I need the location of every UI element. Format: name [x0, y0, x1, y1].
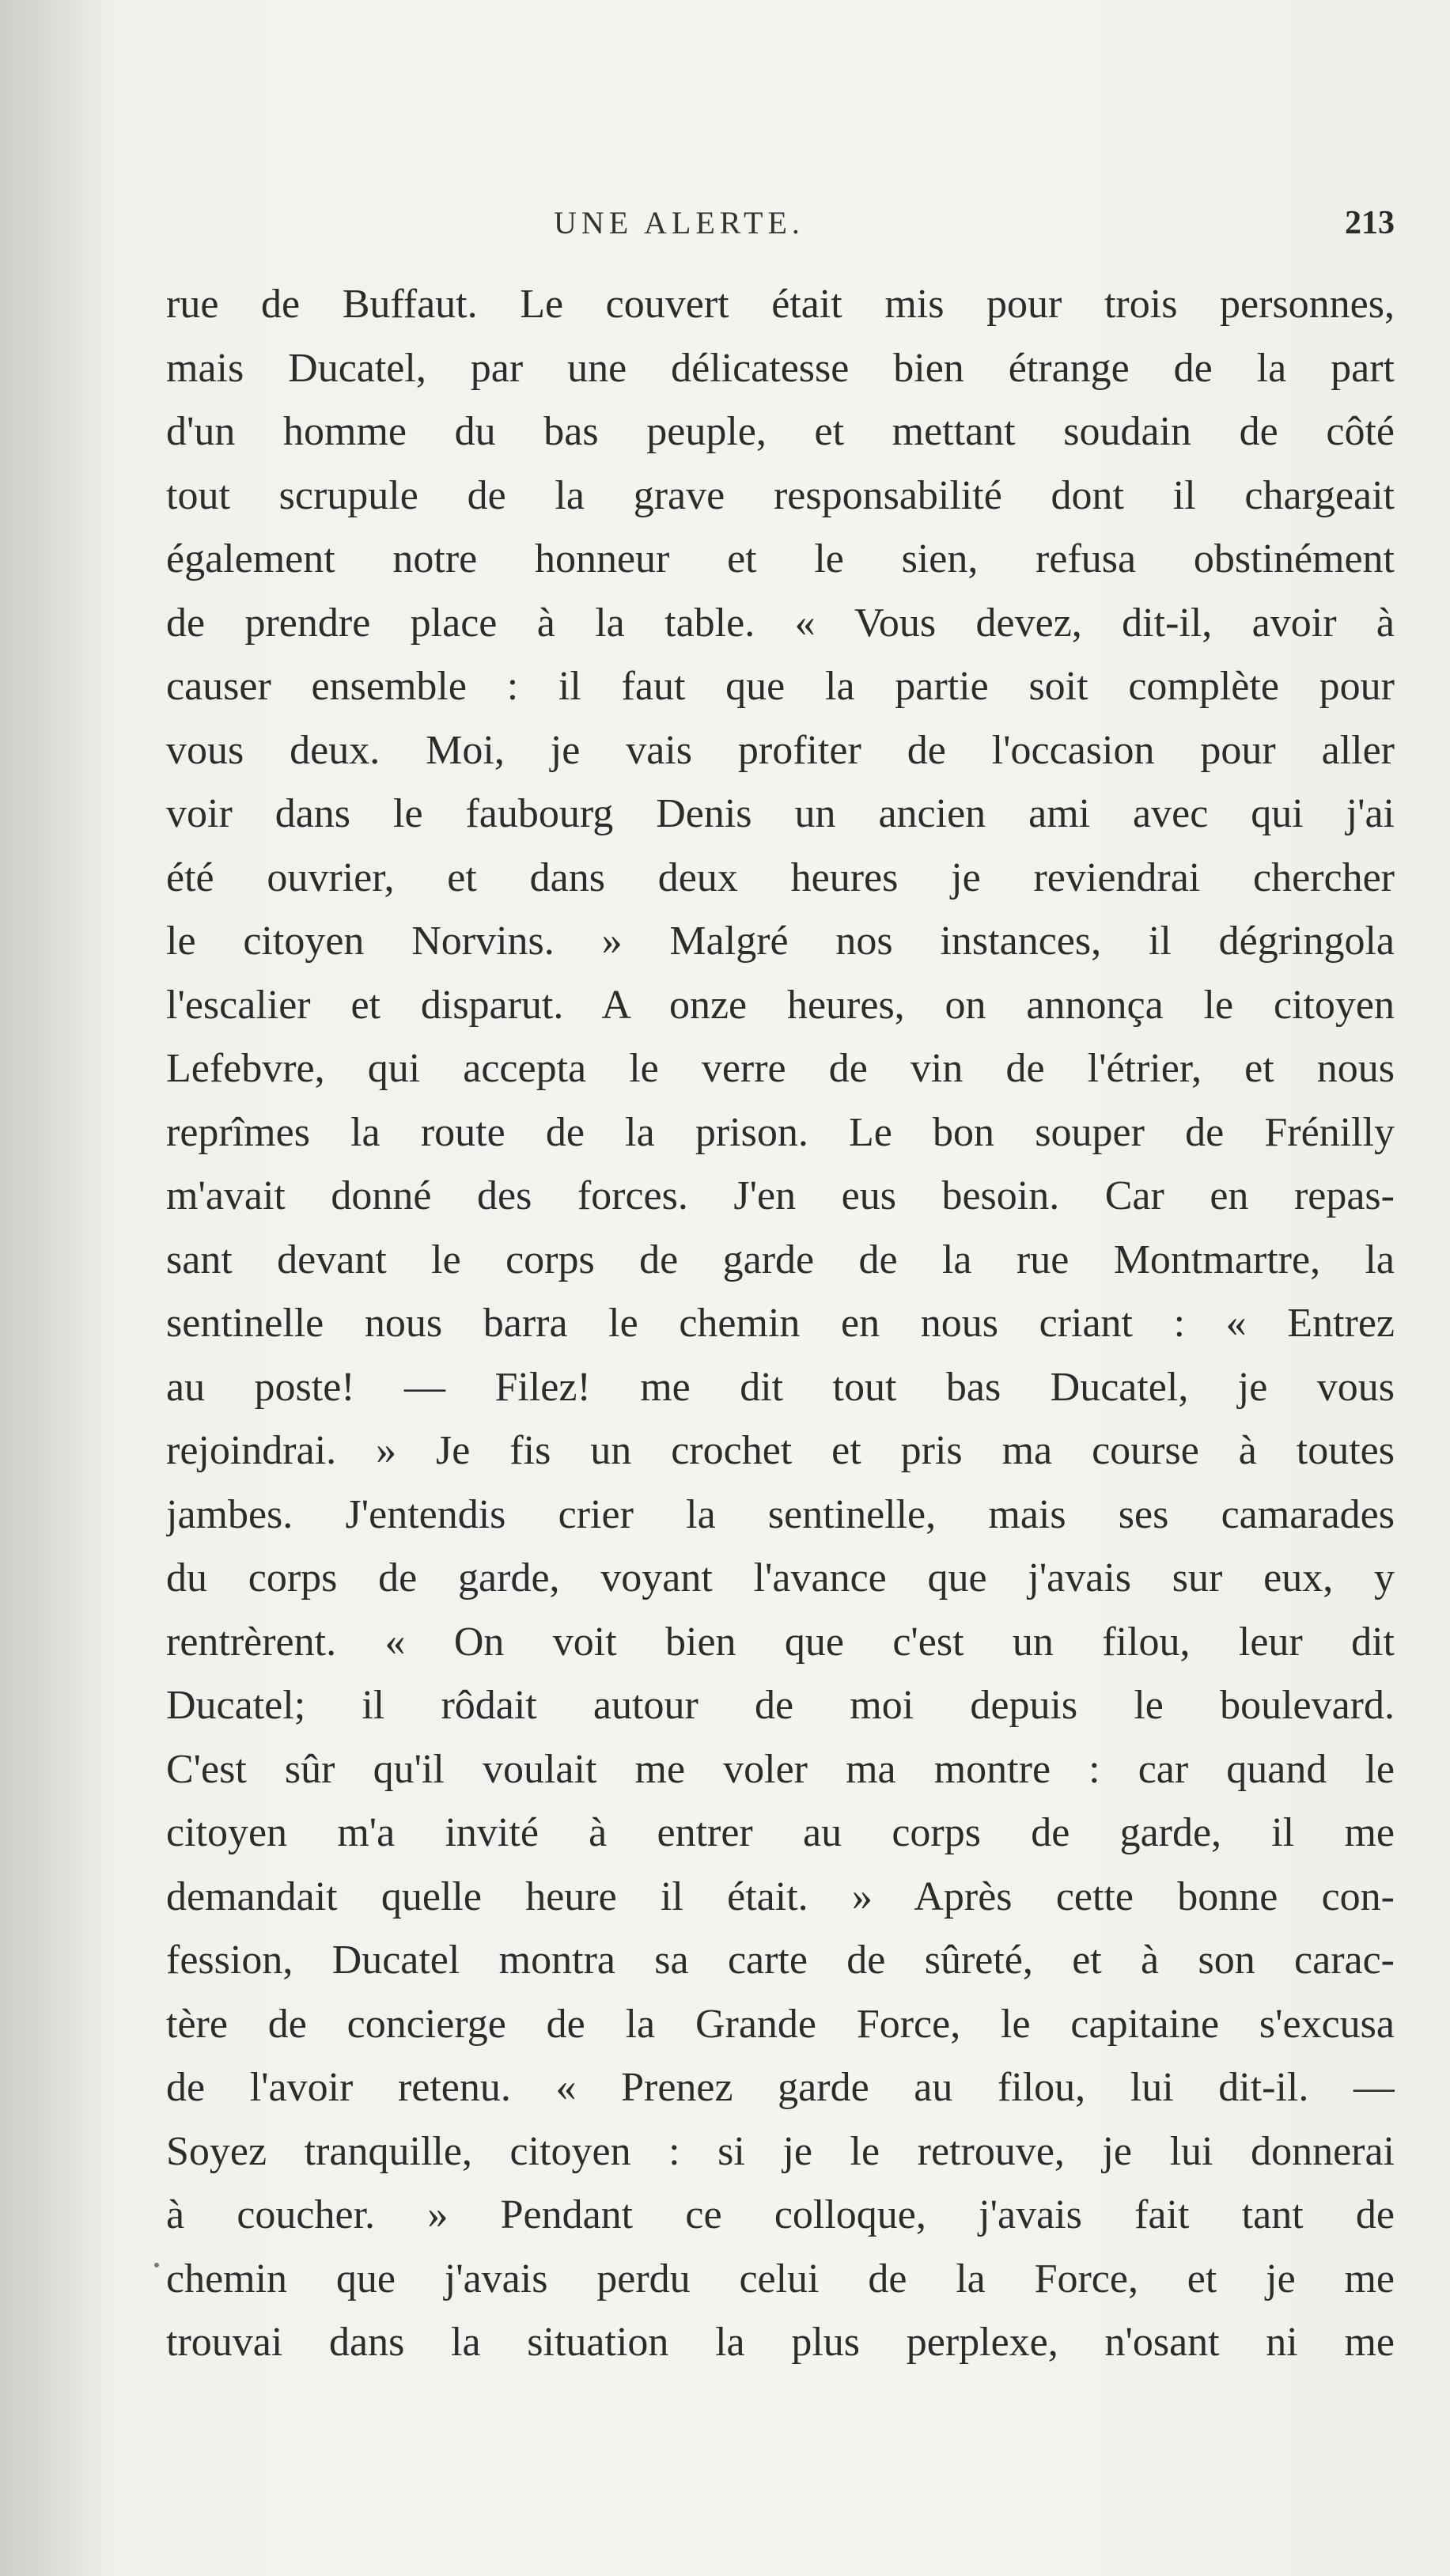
text-line: sentinelle nous barra le chemin en nous criant : « Entrez	[166, 1301, 1395, 1346]
text-line: au poste! — Filez! me dit tout bas Ducatel, je vous	[166, 1364, 1395, 1410]
text-line: rue de Buffaut. Le couvert était mis pour trois personnes,	[166, 282, 1395, 327]
text-line: trouvai dans la situation la plus perplexe, n'osant ni me	[166, 2320, 1395, 2365]
text-line: Soyez tranquille, citoyen : si je le retrouve, je lui donnerai	[166, 2128, 1395, 2174]
text-line: été ouvrier, et dans deux heures je reviendrai chercher	[166, 854, 1395, 900]
text-line: citoyen m'a invité à entrer au corps de garde, il me	[166, 1810, 1395, 1855]
text-line: demandait quelle heure il était. » Après cette bonne con-	[166, 1873, 1395, 1919]
text-line: l'escalier et disparut. A onze heures, on annonça le citoyen	[166, 982, 1395, 1028]
running-title: UNE ALERTE.	[554, 205, 805, 241]
page-number: 213	[1345, 205, 1395, 241]
text-line: C'est sûr qu'il voulait me voler ma montre : car quand le	[166, 1746, 1395, 1792]
text-line: Ducatel; il rôdait autour de moi depuis le boulevard.	[166, 1683, 1395, 1728]
text-line: à coucher. » Pendant ce colloque, j'avais fait tant de	[166, 2192, 1395, 2237]
text-line: jambes. J'entendis crier la sentinelle, mais ses camarades	[166, 1491, 1395, 1537]
text-line: causer ensemble : il faut que la partie soit complète pour	[166, 664, 1395, 709]
text-line: de prendre place à la table. « Vous devez, dit-il, avoir à	[166, 600, 1395, 646]
text-line: Lefebvre, qui accepta le verre de vin de l'étrier, et nous	[166, 1046, 1395, 1091]
text-line: le citoyen Norvins. » Malgré nos instances, il dégringola	[166, 919, 1395, 964]
page-header	[166, 204, 1395, 259]
text-line: du corps de garde, voyant l'avance que j'avais sur eux, y	[166, 1555, 1395, 1601]
text-line: chemin que j'avais perdu celui de la Force, et je me	[166, 2256, 1395, 2301]
text-line: m'avait donné des forces. J'en eus besoin. Car en repas-	[166, 1173, 1395, 1218]
text-line: tout scrupule de la grave responsabilité dont il chargeait	[166, 472, 1395, 518]
gutter-shadow	[0, 0, 119, 2576]
text-line: sant devant le corps de garde de la rue Montmartre, la	[166, 1237, 1395, 1282]
text-line: reprîmes la route de la prison. Le bon souper de Frénilly	[166, 1109, 1395, 1155]
text-line: rentrèrent. « On voit bien que c'est un filou, leur dit	[166, 1619, 1395, 1665]
text-line: rejoindrai. » Je fis un crochet et pris ma course à toutes	[166, 1428, 1395, 1473]
text-line: mais Ducatel, par une délicatesse bien étrange de la part	[166, 345, 1395, 391]
text-line: fession, Ducatel montra sa carte de sûreté, et à son carac-	[166, 1938, 1395, 1983]
text-line: vous deux. Moi, je vais profiter de l'occasion pour aller	[166, 727, 1395, 773]
text-line: tère de concierge de la Grande Force, le capitaine s'excusa	[166, 2001, 1395, 2047]
body-text	[166, 273, 1395, 2375]
margin-speck	[154, 2263, 159, 2267]
text-line: voir dans le faubourg Denis un ancien ami avec qui j'ai	[166, 791, 1395, 836]
text-line: d'un homme du bas peuple, et mettant soudain de côté	[166, 409, 1395, 454]
text-line: de l'avoir retenu. « Prenez garde au filou, lui dit-il. —	[166, 2065, 1395, 2110]
text-line: également notre honneur et le sien, refusa obstinément	[166, 536, 1395, 581]
